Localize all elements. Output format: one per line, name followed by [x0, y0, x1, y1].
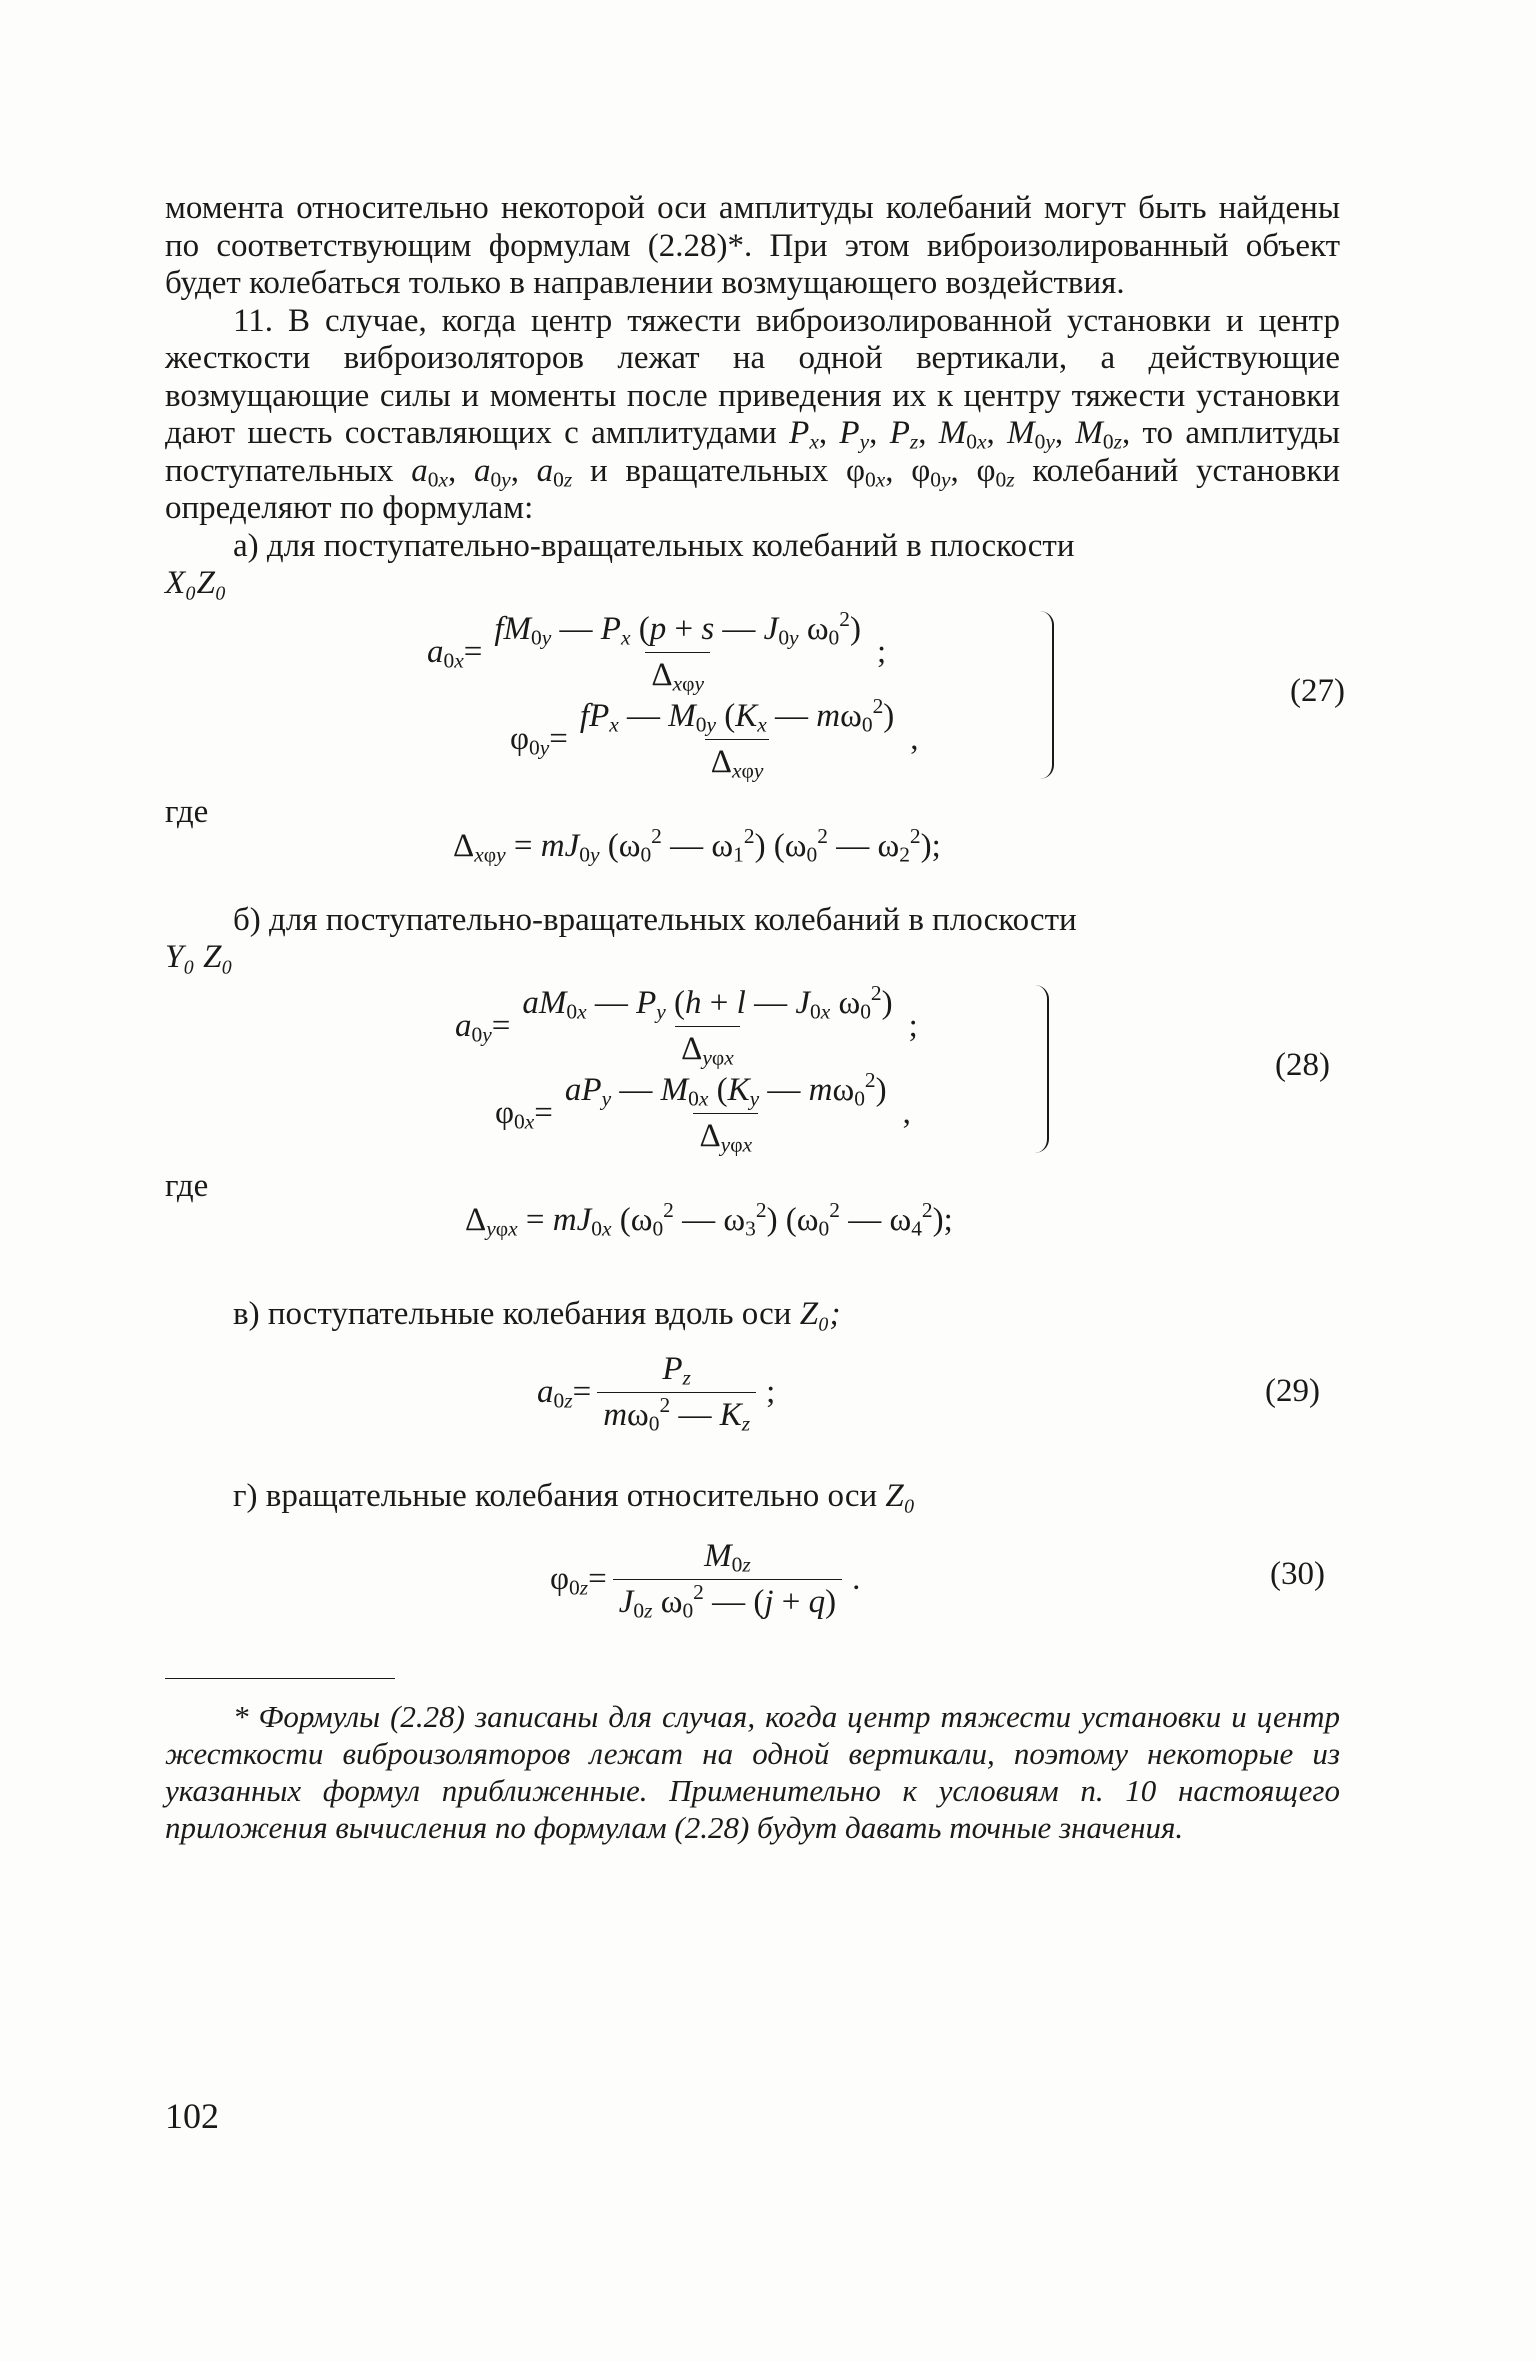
eq28-a0y: $a_{0y}=$ $\frac{aM_{0x} — P_y (h + l — J_{0x} \omega_0^2)}{\Delta_{y\varphi x}}$ ;	[455, 980, 918, 1069]
where-label-1: где	[165, 793, 209, 830]
item-c: в) поступательные колебания вдоль оси Z₀;	[233, 1295, 841, 1332]
paragraph-2: 11. В случае, когда центр тяжести виброизолированной установки и центр жесткости виброизоляторов лежат на одной вертикали, а действующие возмущающие силы и моменты после приведения их к центру тяжести установки дают шесть составляющих с амплитудами $P_x$, $P_y$, $P_z$, $M_{0x}$, $M_{0y}$, $M_{0z}$, то амплитуды поступательных $a_{0x}$, $a_{0y}$, $a_{0z}$ и вращательных $\varphi_{0x}$, $\varphi_{0y}$, $\varphi_{0z}$ колебаний установки определяют по формулам:	[165, 302, 1341, 526]
footnote: * Формулы (2.28) записаны для случая, когда центр тяжести установки и центр жесткости виброизоляторов лежат на одной вертикали, поэтому некоторые из указанных формул приближенные. Применительно к условиям п. 10 настоящего приложения вычисления по формулам (2.28) будут давать точные значения.	[165, 1698, 1340, 1845]
footnote-rule-wrap	[165, 1626, 1340, 1686]
plane-x0z0: X₀Z₀	[165, 565, 227, 601]
item-b: б) для поступательно-вращательных колебаний в плоскости Y₀ Z₀	[165, 901, 1077, 975]
eq-delta-xphiy: $\Delta_{x\varphi y} = mJ_{0y}$ ($\omega_0^2$ — $\omega_1^2$) ($\omega_0^2$ — $\omega_2^2$);	[453, 823, 941, 866]
where-block-2	[165, 1162, 1340, 1258]
equation-28	[165, 977, 1340, 1162]
plane-y0z0: Y₀ Z₀	[165, 939, 233, 975]
eq28-phi0x: $\varphi_{0x}=$ $\frac{aP_y — M_{0x} (K_y — m\omega_0^2)}{\Delta_{y\varphi x}}$ ,	[495, 1067, 911, 1156]
eq27-number: (27)	[1290, 672, 1345, 709]
item-d: г) вращательные колебания относительно оси Z₀	[233, 1478, 916, 1514]
item-a: а) для поступательно-вращательных колебаний в плоскости X₀Z₀	[165, 527, 1075, 601]
eq27-phi0y: $\varphi_{0y}=$ $\frac{fP_x — M_{0y} (K_x — m\omega_0^2)}{\Delta_{x\varphi y}}$ ,	[510, 693, 919, 782]
footnote-rule	[165, 1678, 395, 1679]
where-block-1	[165, 788, 1340, 884]
paragraph-1: моментa относительно некоторой оси амплитуды колебаний могут быть найдены по соответствующим формулам (2.28)*. При этом виброизолированный объект будет колебаться только в направлении возмущающего воздействия.	[165, 190, 1340, 301]
eq29-a0z: $a_{0z}=$ $\frac{P_z}{m\omega_0^2 — K_z}$ ;	[537, 1351, 776, 1436]
axis-z0: Z₀;	[799, 1295, 841, 1332]
axis-z0-rot: Z₀	[885, 1478, 916, 1514]
page-body	[165, 190, 1345, 1846]
page-number: 102	[165, 2096, 219, 2136]
equation-27	[165, 603, 1345, 788]
equation-29	[165, 1333, 1340, 1443]
eq28-brace	[1035, 985, 1049, 1153]
eq29-number: (29)	[1265, 1373, 1320, 1409]
eq28-number: (28)	[1275, 1046, 1330, 1083]
where-label-2: где	[165, 1167, 209, 1204]
eq27-brace	[1040, 611, 1054, 779]
eq30-number: (30)	[1270, 1555, 1325, 1592]
eq30-phi0z: $\varphi_{0z}=$ $\frac{M_{0z}}{J_{0z} \omega_0^2 — (j + q)}$ .	[550, 1537, 861, 1622]
eq-delta-yphix: $\Delta_{y\varphi x} = mJ_{0x}$ ($\omega_0^2$ — $\omega_3^2$) ($\omega_0^2$ — $\omega_4^2$);	[465, 1197, 953, 1240]
equation-30	[165, 1516, 1340, 1626]
eq27-a0x: $a_{0x}=$ $\frac{fM_{0y} — P_x (p + s — J_{0y} \omega_0^2)}{\Delta_{x\varphi y}}$ ;	[427, 606, 887, 695]
